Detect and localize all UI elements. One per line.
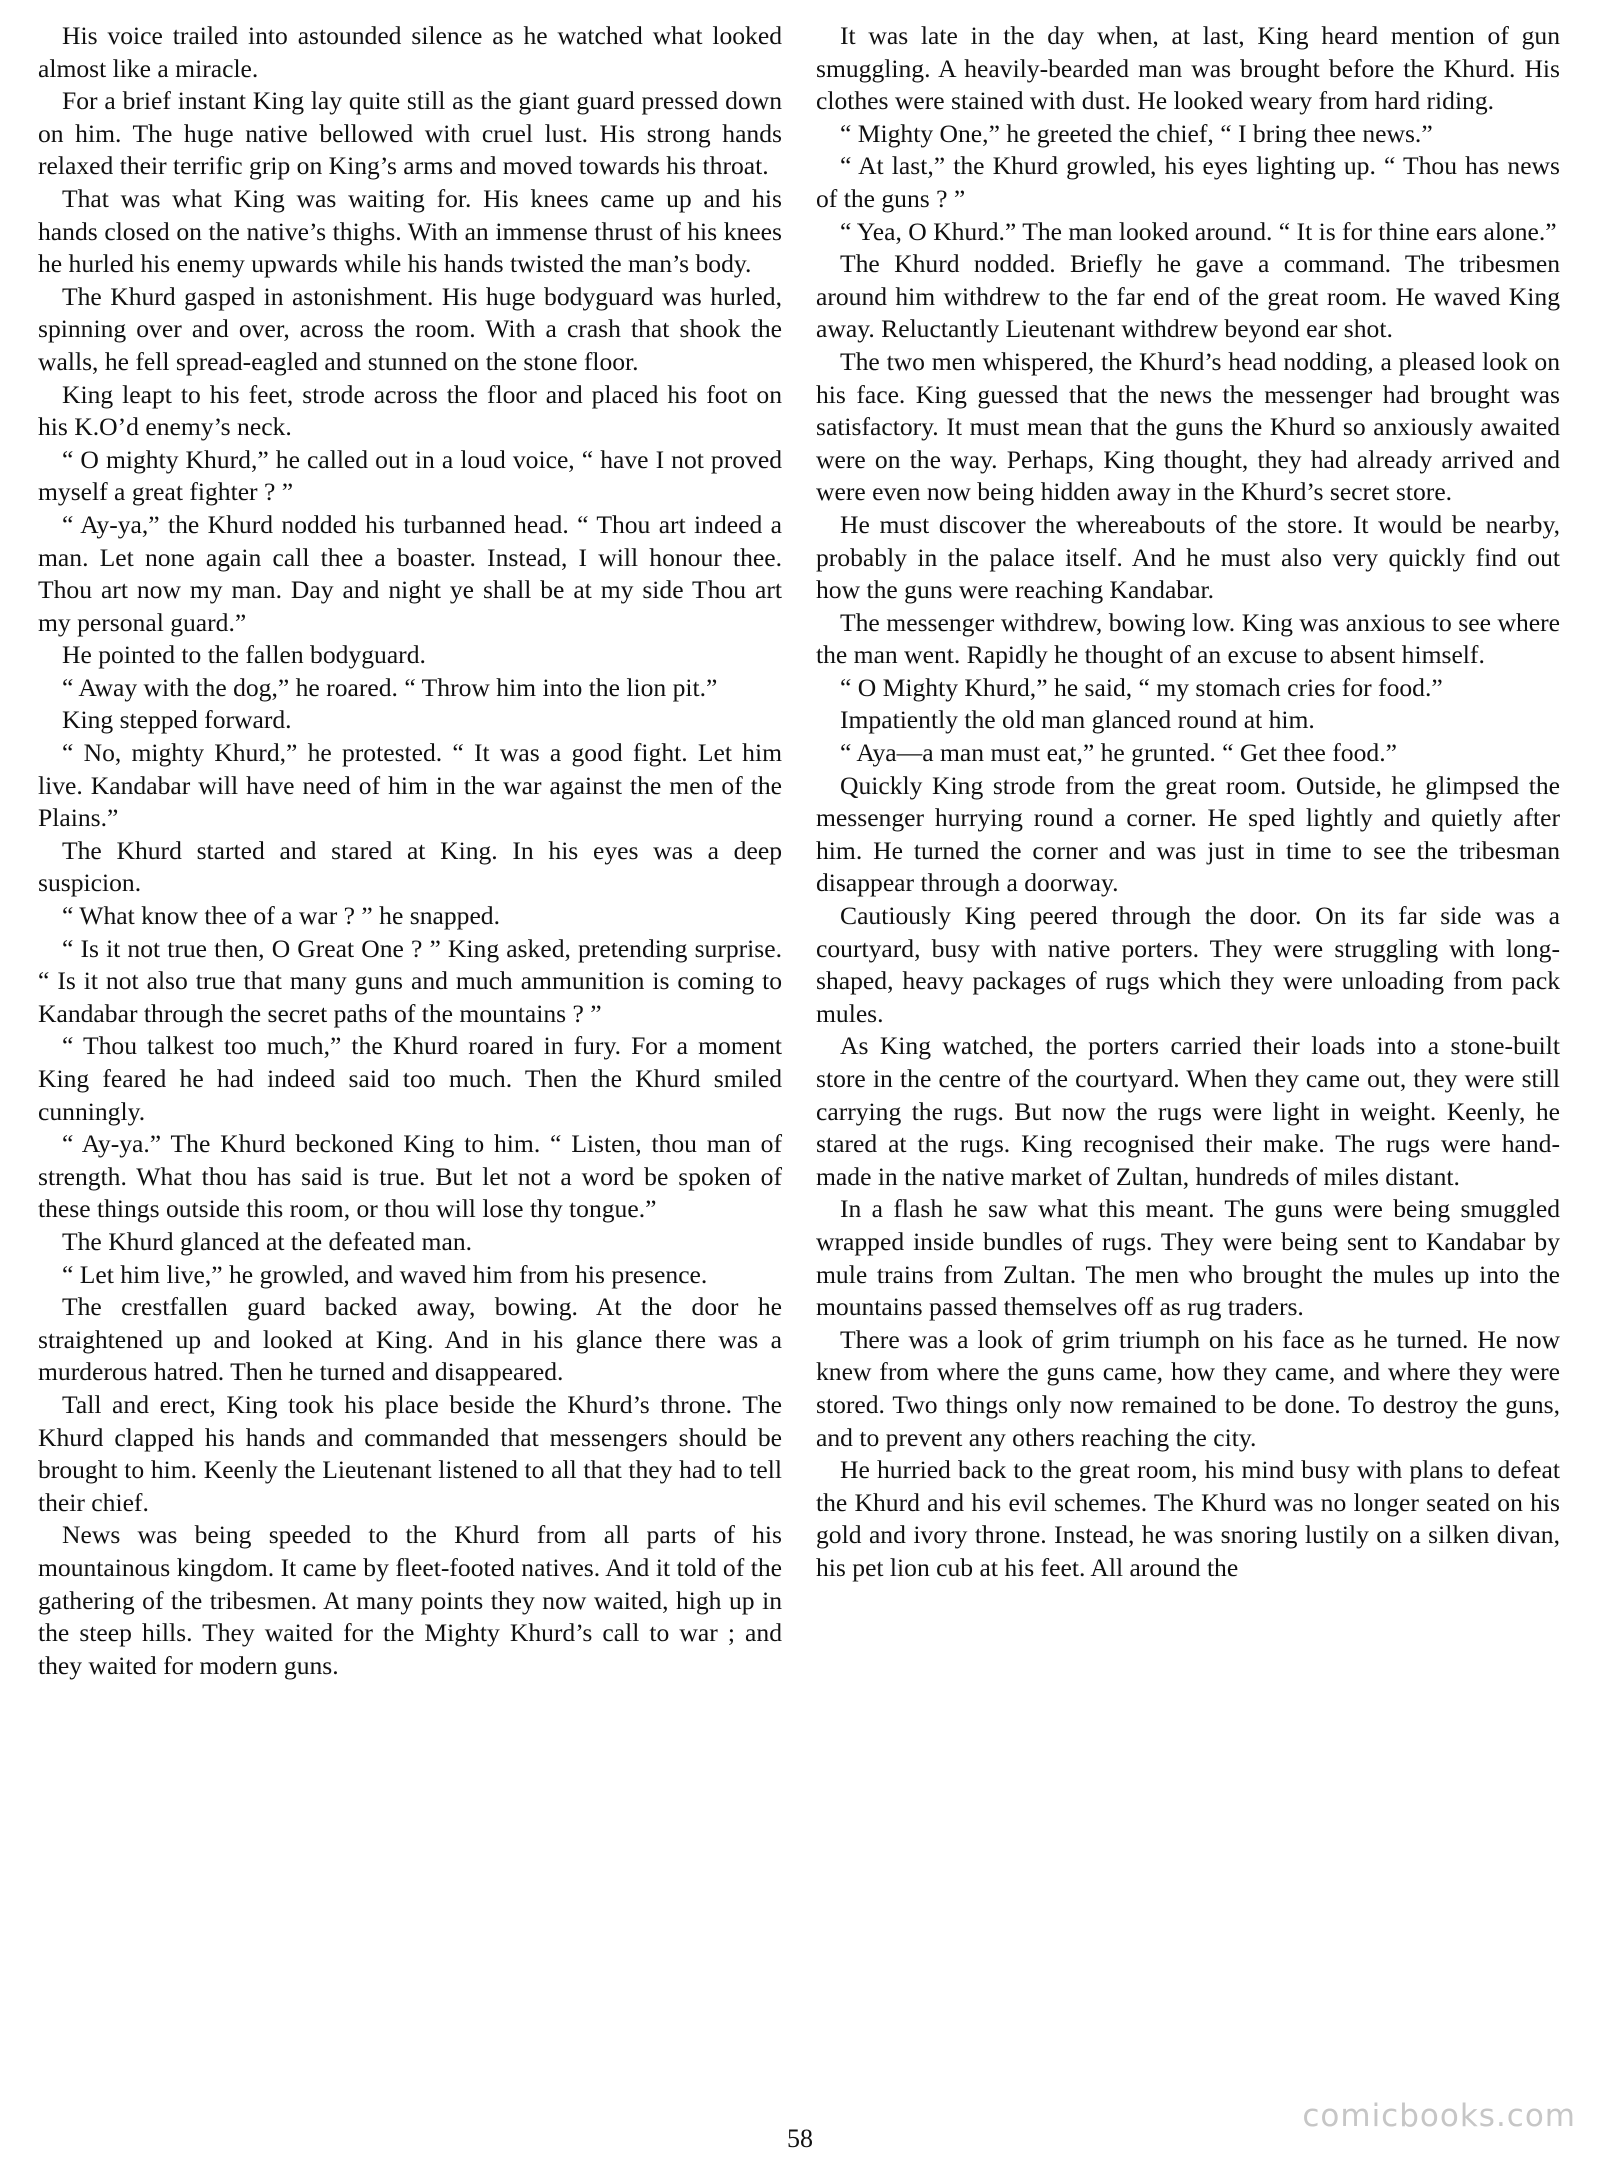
paragraph: That was what King was waiting for. His knees came up and his hands closed on the native’s thighs. With an immense thrust of his knees he hurled his enemy upwards while his hands twisted the man’s body. xyxy=(38,183,782,279)
paragraph: The Khurd nodded. Briefly he gave a command. The tribesmen around him withdrew to the far end of the great room. He waved King away. Reluctantly Lieutenant withdrew beyond ear shot. xyxy=(816,249,1560,344)
paragraph: “ Yea, O Khurd.” The man looked around. “ It is for thine ears alone.” xyxy=(840,216,1557,246)
paragraph: Tall and erect, King took his place beside the Khurd’s throne. The Khurd clapped his hands and commanded that messengers should be brought to him. Keenly the Lieutenant listened to all that they had to tell their chief. xyxy=(38,1389,782,1517)
page-number: 58 xyxy=(787,2124,813,2153)
paragraph: His voice trailed into astounded silence as he watched what looked almost like a miracle. xyxy=(38,21,782,83)
paragraph: The messenger withdrew, bowing low. King was anxious to see where the man went. Rapidly he thought of an excuse to absent himself. xyxy=(816,607,1560,670)
paragraph: “ No, mighty Khurd,” he protested. “ It was a good fight. Let him live. Kandabar will have need of him in the war against the men of the Plains.” xyxy=(38,738,782,833)
paragraph: The Khurd glanced at the defeated man. xyxy=(62,1226,473,1256)
paragraph: In a flash he saw what this meant. The guns were being smuggled wrapped inside bundles of rugs. They were being sent to Kandabar by mule trains from Zultan. The men who brought the mules up into the mountains passed themselves off as rug traders. xyxy=(816,1194,1560,1322)
paragraph: The Khurd gasped in astonishment. His huge bodyguard was hurled, spinning over and over, across the room. With a crash that shook the walls, he fell spread-eagled and stunned on the stone floor. xyxy=(38,281,782,376)
paragraph: King stepped forward. xyxy=(62,705,292,735)
paragraph: “ Thou talkest too much,” the Khurd roared in fury. For a moment King feared he had indeed said too much. Then the Khurd smiled cunningly. xyxy=(38,1031,782,1126)
paragraph: For a brief instant King lay quite still as the giant guard pressed down on him. The huge native bellowed with cruel lust. His strong hands relaxed their terrific grip on King’s arms and moved towards his throat. xyxy=(38,86,782,181)
paragraph: The two men whispered, the Khurd’s head nodding, a pleased look on his face. King guessed that the news the messenger had brought was satisfactory. It must mean that the guns the Khurd so anxiously awaited were on the way. Perhaps, King thought, they had already arrived and were even now being hidden away in the Khurd’s secret store. xyxy=(816,346,1560,507)
left-column xyxy=(38,20,782,1682)
paragraph: “ Away with the dog,” he roared. “ Throw him into the lion pit.” xyxy=(62,672,718,702)
watermark: comicbooks.com xyxy=(1302,2098,1576,2134)
paragraph: As King watched, the porters carried their loads into a stone-built store in the centre of the courtyard. When they came out, they were still carrying the rugs. But now the rugs were light in weight. Keenly, he stared at the rugs. King recognised their make. The rugs were hand-made in the native market of Zultan, hundreds of miles distant. xyxy=(816,1031,1560,1191)
paragraph: “ At last,” the Khurd growled, his eyes lighting up. “ Thou has news of the guns ? ” xyxy=(816,151,1560,213)
paragraph: Impatiently the old man glanced round at him. xyxy=(840,705,1315,735)
paragraph: It was late in the day when, at last, King heard mention of gun smuggling. A heavily-bearded man was brought before the Khurd. His clothes were stained with dust. He looked weary from hard riding. xyxy=(816,21,1560,116)
paragraph: “ Aya—a man must eat,” he grunted. “ Get thee food.” xyxy=(840,738,1397,768)
paragraph: King leapt to his feet, strode across the floor and placed his foot on his K.O’d enemy’s neck. xyxy=(38,379,782,442)
right-column xyxy=(816,20,1560,1585)
paragraph: The crestfallen guard backed away, bowing. At the door he straightened up and looked at King. And in his glance there was a murderous hatred. Then he turned and disappeared. xyxy=(38,1292,782,1387)
paragraph: He hurried back to the great room, his mind busy with plans to defeat the Khurd and his evil schemes. The Khurd was no longer seated on his gold and ivory throne. Instead, he was snoring lustily on a silken divan, his pet lion cub at his feet. All around the xyxy=(816,1455,1560,1582)
paragraph: “ What know thee of a war ? ” he snapped. xyxy=(62,901,500,931)
paragraph: He must discover the whereabouts of the store. It would be nearby, probably in the palace itself. And he must also very quickly find out how the guns were reaching Kandabar. xyxy=(816,509,1560,605)
paragraph: There was a look of grim triumph on his face as he turned. He now knew from where the guns came, how they came, and where they were stored. Two things only now remained to be done. To destroy the guns, and to prevent any others reaching the city. xyxy=(816,1324,1560,1452)
paragraph: Cautiously King peered through the door. On its far side was a courtyard, busy with native porters. They were struggling with long-shaped, heavy packages of rugs which they were unloading from pack mules. xyxy=(816,901,1560,1028)
paragraph: The Khurd started and stared at King. In his eyes was a deep suspicion. xyxy=(38,835,782,898)
paragraph: “ O mighty Khurd,” he called out in a loud voice, “ have I not proved myself a great fighter ? ” xyxy=(38,444,782,507)
paragraph: “ Let him live,” he growled, and waved him from his presence. xyxy=(62,1259,708,1289)
paragraph: “ O Mighty Khurd,” he said, “ my stomach cries for food.” xyxy=(840,672,1443,702)
paragraph: News was being speeded to the Khurd from all parts of his mountainous kingdom. It came by fleet-footed natives. And it told of the gathering of the tribesmen. At many points they now waited, high up in the steep hills. They waited for the Mighty Khurd’s call to war ; and they waited for modern guns. xyxy=(38,1520,782,1680)
paragraph: He pointed to the fallen bodyguard. xyxy=(62,640,426,670)
paragraph: “ Ay-ya.” The Khurd beckoned King to him. “ Listen, thou man of strength. What thou has said is true. But let not a word be spoken of these things outside this room, or thou will lose thy tongue.” xyxy=(38,1129,782,1224)
paragraph: Quickly King strode from the great room. Outside, he glimpsed the messenger hurrying round a corner. He sped lightly and quietly after him. He turned the corner and was just in time to see the tribesman disappear through a doorway. xyxy=(816,770,1560,898)
paragraph: “ Is it not true then, O Great One ? ” King asked, pretending surprise. “ Is it not also true that many guns and much ammunition is coming to Kandabar through the secret paths of the mountains ? ” xyxy=(38,933,782,1028)
paragraph: “ Mighty One,” he greeted the chief, “ I bring thee news.” xyxy=(840,118,1433,148)
paragraph: “ Ay-ya,” the Khurd nodded his turbanned head. “ Thou art indeed a man. Let none again call thee a boaster. Instead, I will honour thee. Thou art now my man. Day and night ye shall be at my side Thou art my personal guard.” xyxy=(38,509,782,637)
